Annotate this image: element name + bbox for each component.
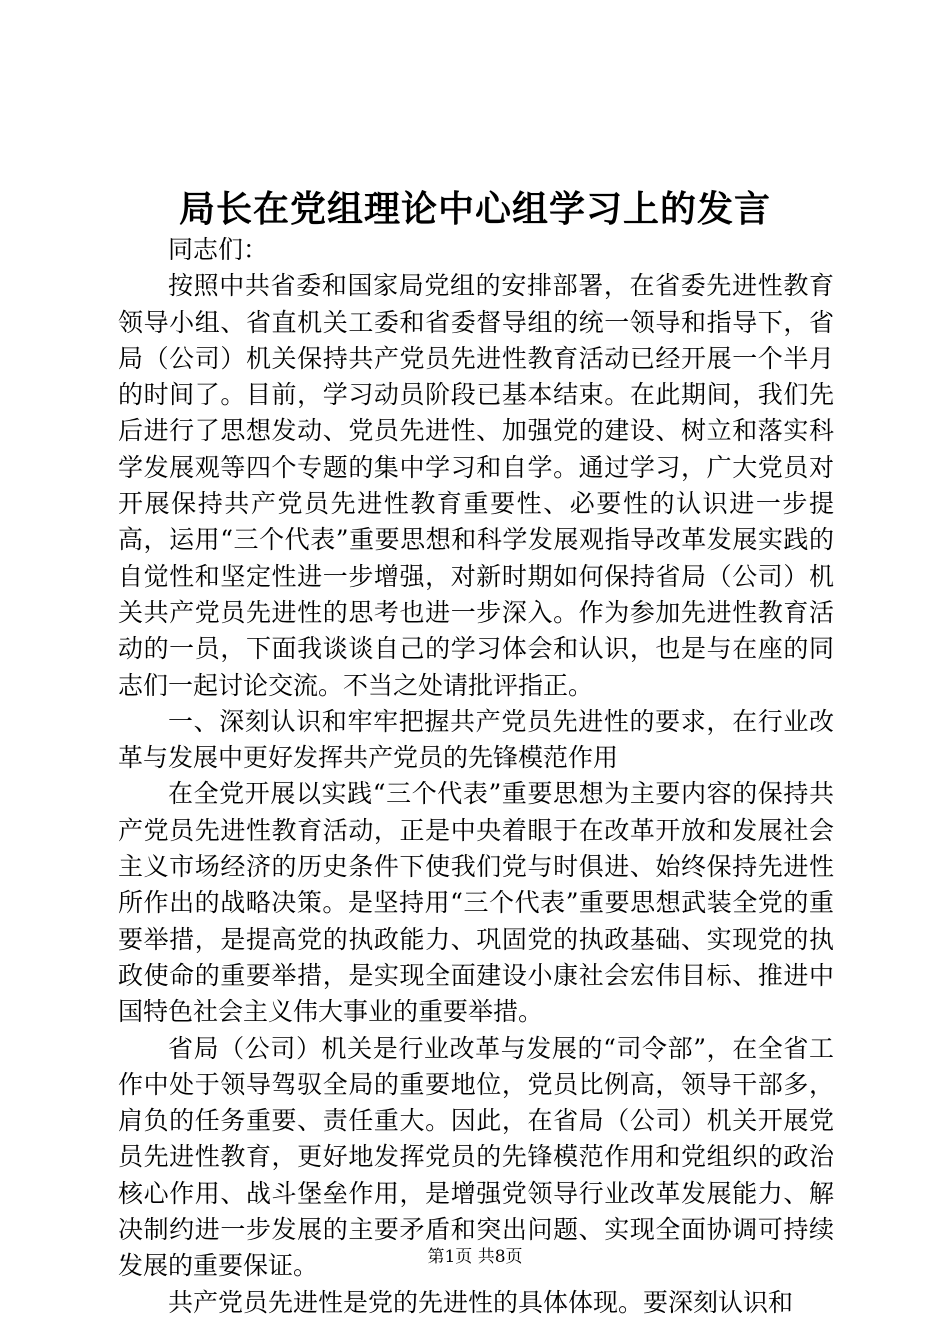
body-paragraph: 共产党员先进性是党的先进性的具体体现。要深刻认识和 [168, 1287, 794, 1317]
salutation-paragraph: 同志们： [168, 235, 269, 264]
document-body [118, 232, 834, 1321]
section-heading: 一、深刻认识和牢牢把握共产党员先进性的要求，在行业改革与发展中更好发挥共产党员的先锋模范作用 [118, 706, 834, 773]
document-title: 局长在党组理论中心组学习上的发言 [178, 188, 771, 230]
body-paragraph: 按照中共省委和国家局党组的安排部署，在省委先进性教育领导小组、省直机关工委和省委督导组的统一领导和指导下，省局（公司）机关保持共产党员先进性教育活动已经开展一个半月的时间了。目前，学习动员阶段已基本结束。在此期间，我们先后进行了思想发动、党员先进性、加强党的建设、树立和落实科学发展观等四个专题的集中学习和自学。通过学习，广大党员对开展保持共产党员先进性教育重要性、必要性的认识进一步提高，运用“三个代表”重要思想和科学发展观指导改革发展实践的自觉性和坚定性进一步增强，对新时期如何保持省局（公司）机关共产党员先进性的思考也进一步深入。作为参加先进性教育活动的一员，下面我谈谈自己的学习体会和认识，也是与在座的同志们一起讨论交流。不当之处请批评指正。 [118, 271, 834, 700]
body-paragraph: 在全党开展以实践“三个代表”重要思想为主要内容的保持共产党员先进性教育活动，正是中央着眼于在改革开放和发展社会主义市场经济的历史条件下使我们党与时俱进、始终保持先进性所作出的战略决策。是坚持用“三个代表”重要思想武装全党的重要举措，是提高党的执政能力、巩固党的执政基础、实现党的执政使命的重要举措，是实现全面建设小康社会宏伟目标、推进中国特色社会主义伟大事业的重要举措。 [118, 779, 834, 1027]
page-footer: 第1页 共8页 [427, 1247, 523, 1267]
body-paragraph: 省局（公司）机关是行业改革与发展的“司令部”，在全省工作中处于领导驾驭全局的重要地位，党员比例高，领导干部多，肩负的任务重要、责任重大。因此，在省局（公司）机关开展党员先进性教育，更好地发挥党员的先锋模范作用和党组织的政治核心作用、战斗堡垒作用，是增强党领导行业改革发展能力、解决制约进一步发展的主要矛盾和突出问题、实现全面协调可持续发展的重要保证。 [118, 1033, 834, 1281]
